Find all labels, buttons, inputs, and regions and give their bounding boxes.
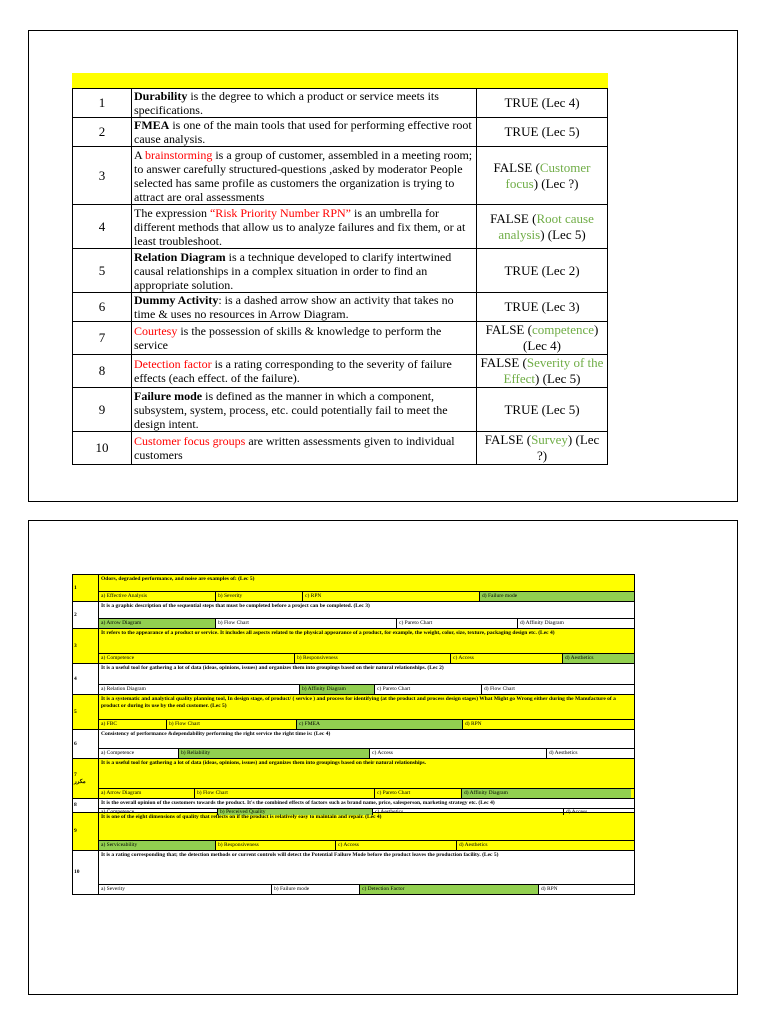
question-text: It refers to the appearance of a product or service. It includes all aspects related to the physical appearance of a product, for example, the weight, color, size, texture, packaging design etc. (Lec 4) xyxy=(101,630,555,636)
statement-text: is a technique developed to clarify intertwined causal relationships in a complex situation in order to find an appropriate solution. xyxy=(134,249,452,292)
answer-text: ) (Lec ?) xyxy=(536,432,600,463)
question-text: It is one of the eight dimensions of quality that reflects on if the product is relatively easy to maintain and repair. (Lec 4) xyxy=(101,814,382,820)
question-number xyxy=(73,759,99,798)
options-row xyxy=(99,719,634,729)
answer-text: ) (Lec 5) xyxy=(540,226,586,242)
option xyxy=(457,841,634,850)
option-text: a) Arrow Diagram xyxy=(101,620,142,627)
tf-row xyxy=(73,89,608,118)
option-text: d) Flow Chart xyxy=(484,686,515,693)
option-text: d) Aesthetics xyxy=(459,842,488,849)
question-number-text: 6 xyxy=(74,740,77,747)
statement-text: Courtesy xyxy=(134,324,178,338)
question-number xyxy=(73,695,99,729)
option-text: a) Competence xyxy=(101,808,135,815)
answer-text: FALSE ( xyxy=(493,159,540,175)
option xyxy=(216,619,397,628)
question-number xyxy=(73,664,99,694)
answer-text: Root cause analysis xyxy=(498,210,594,242)
question-number-text: 5 xyxy=(74,708,77,715)
option xyxy=(539,885,634,894)
answer-text: competence xyxy=(531,322,595,337)
question-number xyxy=(73,602,99,628)
statement-cell xyxy=(132,432,477,465)
option xyxy=(99,749,179,758)
question-body xyxy=(99,575,634,601)
statement-text: FMEA xyxy=(134,118,170,132)
tf-row xyxy=(73,293,608,322)
answer-text: Survey xyxy=(531,432,568,447)
row-number: 9 xyxy=(73,388,132,432)
question-text: It is a useful tool for gathering a lot of data (ideas, opinions, issues) and organizes them into groupings based on their natural relationships. xyxy=(101,760,427,766)
question-block xyxy=(73,730,634,759)
answer-text: ) (Lec ?) xyxy=(533,175,579,191)
option xyxy=(99,592,216,601)
option-text: b) Failure mode xyxy=(274,886,310,893)
question-number-text: 1 xyxy=(74,584,77,591)
option-text: a) Arrow Diagram xyxy=(101,790,142,797)
question-body xyxy=(99,730,634,758)
option-text: d) Aesthetics xyxy=(549,750,578,757)
options-row xyxy=(99,788,634,798)
row-number: 8 xyxy=(73,355,132,388)
statement-text: is defined as the manner in which a component, subsystem, system, process, etc. could potentially fail to meet the design intent. xyxy=(134,388,448,431)
answer-text: Customer focus xyxy=(505,159,591,191)
correct-option xyxy=(179,749,370,758)
tf-row xyxy=(73,205,608,249)
question-block xyxy=(73,664,634,695)
statement-text: is one of the main tools that used for performing effective root cause analysis. xyxy=(134,118,472,146)
statement-cell xyxy=(132,355,477,388)
option-text: c) Access xyxy=(453,655,474,662)
option-text: a) Relation Diagram xyxy=(101,686,146,693)
question-number-text: 10 xyxy=(74,869,80,876)
question-text: It is a systematic and analytical quality planning tool, In design stage, of product/ ( service ) and process for identifying (at the product and process design stages) What Might go Wrong either during the Manufacture of a product or during its use by the end customer. (Lec 5) xyxy=(101,696,616,709)
option-text: d) Access xyxy=(566,808,588,815)
question-body xyxy=(99,602,634,628)
question-block xyxy=(73,629,634,664)
statement-text: is a rating corresponding to the severity of failure effects (each effect. of the failure). xyxy=(134,357,452,385)
statement-text: Failure mode xyxy=(134,388,203,403)
option xyxy=(518,619,634,628)
answer-text: FALSE ( xyxy=(484,432,532,447)
tf-row xyxy=(73,249,608,293)
option-text: b) Severity xyxy=(218,593,243,600)
tf-row xyxy=(73,432,608,465)
option-text: d) RPN xyxy=(465,721,482,728)
question-number-text: 8 xyxy=(74,802,77,809)
correct-option xyxy=(99,619,216,628)
option xyxy=(303,592,480,601)
statement-text: The expression xyxy=(134,205,210,220)
question-body xyxy=(99,759,634,798)
option xyxy=(272,885,360,894)
question-block xyxy=(73,602,634,629)
question-number xyxy=(73,851,99,894)
statement-cell xyxy=(132,205,477,249)
option-text: a) Competence xyxy=(101,655,135,662)
option-text: b) Perceived Quality xyxy=(220,808,266,815)
option-text: b) Affinity Diagram xyxy=(302,686,346,693)
option-text: a) Effective Analysis xyxy=(101,593,148,600)
option-text: c) Pareto Chart xyxy=(399,620,433,627)
answer-text: FALSE ( xyxy=(480,355,527,370)
question-body xyxy=(99,813,634,850)
answer-text: TRUE (Lec 2) xyxy=(504,262,580,278)
statement-cell xyxy=(132,249,477,293)
row-number: 7 xyxy=(73,322,132,355)
option xyxy=(451,654,563,663)
option xyxy=(375,789,462,798)
option-text: c) Aesthetics xyxy=(375,808,404,815)
option xyxy=(397,619,518,628)
question-number xyxy=(73,813,99,850)
option-text: c) Pareto Chart xyxy=(377,686,411,693)
option-text: d) Aesthetics xyxy=(565,655,594,662)
option xyxy=(99,685,300,694)
option xyxy=(482,685,634,694)
true-false-table xyxy=(72,88,608,465)
row-number: 3 xyxy=(73,147,132,205)
question-number-text: 9 xyxy=(74,828,77,835)
answer-cell xyxy=(477,89,608,118)
question-number-text: 7 xyxy=(74,772,77,778)
correct-option xyxy=(300,685,375,694)
option-text: a) Severity xyxy=(101,886,125,893)
option xyxy=(99,720,167,729)
option-text: b) Responsiveness xyxy=(297,655,338,662)
slide-mcq xyxy=(28,520,738,995)
answer-cell xyxy=(477,388,608,432)
row-number: 2 xyxy=(73,118,132,147)
question-block xyxy=(73,813,634,851)
options-row xyxy=(99,884,634,894)
option-text: a) Competence xyxy=(101,750,135,757)
statement-text: Dummy Activity xyxy=(134,293,219,307)
row-number: 1 xyxy=(73,89,132,118)
option-text: c) RPN xyxy=(305,593,322,600)
option-text: b) Responsiveness xyxy=(218,842,259,849)
option xyxy=(295,654,451,663)
answer-cell xyxy=(477,118,608,147)
question-number xyxy=(73,730,99,758)
question-number xyxy=(73,575,99,601)
answer-cell xyxy=(477,432,608,465)
answer-text: FALSE ( xyxy=(490,210,537,226)
statement-text: : is a dashed arrow show an activity that takes no time & uses no resources in Arrow Diagram. xyxy=(134,293,454,321)
option-text: a) FBC xyxy=(101,721,118,728)
question-number xyxy=(73,629,99,663)
option-text: a) Serviceability xyxy=(101,842,138,849)
statement-cell xyxy=(132,147,477,205)
tf-row xyxy=(73,147,608,205)
option-text: b) Reliability xyxy=(181,750,211,757)
question-block xyxy=(73,695,634,730)
answer-text: TRUE (Lec 3) xyxy=(504,299,580,314)
options-row xyxy=(99,591,634,601)
question-text: It is a graphic description of the sequential steps that must be completed before a project can be completed. (Lec 3) xyxy=(101,603,370,609)
question-number-text: 2 xyxy=(74,611,77,618)
answer-cell xyxy=(477,147,608,205)
question-text: Consistency of performance &dependability performing the right service the right time is: (Lec 4) xyxy=(101,731,331,737)
option-text: c) Detection Factor xyxy=(362,886,405,893)
row-number: 10 xyxy=(73,432,132,465)
repeat-note: مكرر xyxy=(74,778,86,785)
question-text: Odors, degraded performance, and noise are examples of: (Lec 5) xyxy=(101,576,255,582)
statement-text: “Risk Priority Number RPN” xyxy=(209,205,351,220)
question-body xyxy=(99,851,634,894)
option-text: d) Affinity Diagram xyxy=(464,790,508,797)
option-text: b) Flow Chart xyxy=(169,721,200,728)
statement-text: are written assessments given to individual customers xyxy=(134,434,455,462)
option xyxy=(99,885,272,894)
question-text: It is a useful tool for gathering a lot of data (ideas, opinions, issues) and organizes them into groupings based on their natural relationships. (Lec 2) xyxy=(101,665,444,671)
option xyxy=(547,749,634,758)
statement-cell xyxy=(132,118,477,147)
correct-option xyxy=(462,789,631,798)
statement-text: Customer focus groups xyxy=(134,434,246,448)
statement-text: Detection factor xyxy=(134,357,212,371)
statement-cell xyxy=(132,388,477,432)
question-block xyxy=(73,759,634,799)
tf-row xyxy=(73,388,608,432)
statement-text: brainstorming xyxy=(145,147,213,162)
option xyxy=(375,685,482,694)
option xyxy=(463,720,634,729)
question-body xyxy=(99,664,634,694)
question-number xyxy=(73,799,99,812)
option xyxy=(195,789,375,798)
option-text: d) Failure mode xyxy=(482,593,518,600)
row-number: 5 xyxy=(73,249,132,293)
answer-text: ) (Lec 5) xyxy=(535,371,581,386)
statement-text: is a group of customer, assembled in a meeting room; to answer carefully structured-questions ,asked by moderator People selected has same profile as customers the organization is trying to attract are oral assessments xyxy=(134,147,473,204)
answer-text: FALSE ( xyxy=(485,322,532,337)
correct-option xyxy=(99,841,216,850)
answer-cell xyxy=(477,355,608,388)
correct-option xyxy=(297,720,463,729)
option-text: b) Flow Chart xyxy=(218,620,249,627)
mcq-sheet xyxy=(72,574,635,895)
statement-text: is an umbrella for different methods that allow us to analyze failures and fix them, or at least troubleshoot. xyxy=(134,205,466,248)
question-text: It is a rating corresponding that; the detection methods or current controls will detect the Potential Failure Mode before the product leaves the production facility. (Lec 5) xyxy=(101,852,499,858)
statement-text: Durability xyxy=(134,89,188,103)
options-row xyxy=(99,840,634,850)
option xyxy=(167,720,297,729)
slide-true-false xyxy=(28,30,738,502)
answer-text: TRUE (Lec 5) xyxy=(504,124,580,139)
options-row xyxy=(99,618,634,628)
option-text: c) Access xyxy=(338,842,359,849)
option-text: b) Flow Chart xyxy=(197,790,228,797)
option xyxy=(216,592,303,601)
tf-row xyxy=(73,118,608,147)
option xyxy=(99,654,295,663)
answer-text: Severity of the Effect xyxy=(503,355,604,386)
option xyxy=(99,789,195,798)
table-header-bar xyxy=(72,73,608,88)
question-block xyxy=(73,575,634,602)
options-row xyxy=(99,748,634,758)
question-number-text: 3 xyxy=(74,642,77,649)
answer-text: ) (Lec 4) xyxy=(523,322,599,353)
option-text: c) FMEA xyxy=(299,721,320,728)
statement-cell xyxy=(132,322,477,355)
answer-cell xyxy=(477,322,608,355)
row-number: 4 xyxy=(73,205,132,249)
statement-cell xyxy=(132,293,477,322)
options-row xyxy=(99,684,634,694)
statement-cell xyxy=(132,89,477,118)
statement-text: A xyxy=(134,147,146,162)
option-text: d) Affinity Diagram xyxy=(520,620,564,627)
question-body xyxy=(99,629,634,663)
option xyxy=(216,841,336,850)
option-text: c) Pareto Chart xyxy=(377,790,411,797)
option xyxy=(370,749,547,758)
answer-cell xyxy=(477,205,608,249)
question-block xyxy=(73,799,634,813)
correct-option xyxy=(563,654,634,663)
statement-text: is the degree to which a product or service meets its specifications. xyxy=(134,89,439,117)
options-row xyxy=(99,653,634,663)
question-block xyxy=(73,851,634,895)
answer-text: TRUE (Lec 5) xyxy=(504,401,580,417)
tf-row xyxy=(73,322,608,355)
question-body xyxy=(99,799,634,815)
answer-cell xyxy=(477,293,608,322)
row-number: 6 xyxy=(73,293,132,322)
tf-row xyxy=(73,355,608,388)
statement-text: is the possession of skills & knowledge to perform the service xyxy=(134,324,442,352)
correct-option xyxy=(360,885,539,894)
answer-text: TRUE (Lec 4) xyxy=(504,95,580,110)
question-number-text: 4 xyxy=(74,675,77,682)
statement-text: Relation Diagram xyxy=(134,249,226,264)
option-text: d) RPN xyxy=(541,886,558,893)
correct-option xyxy=(480,592,634,601)
question-text: It is the overall opinion of the customers towards the product. It's the combined effects of factors such as brand name, price, salesperson, marketing strategy etc. (Lec 4) xyxy=(101,800,495,806)
option-text: c) Access xyxy=(372,750,393,757)
answer-cell xyxy=(477,249,608,293)
option xyxy=(336,841,457,850)
question-body xyxy=(99,695,634,729)
